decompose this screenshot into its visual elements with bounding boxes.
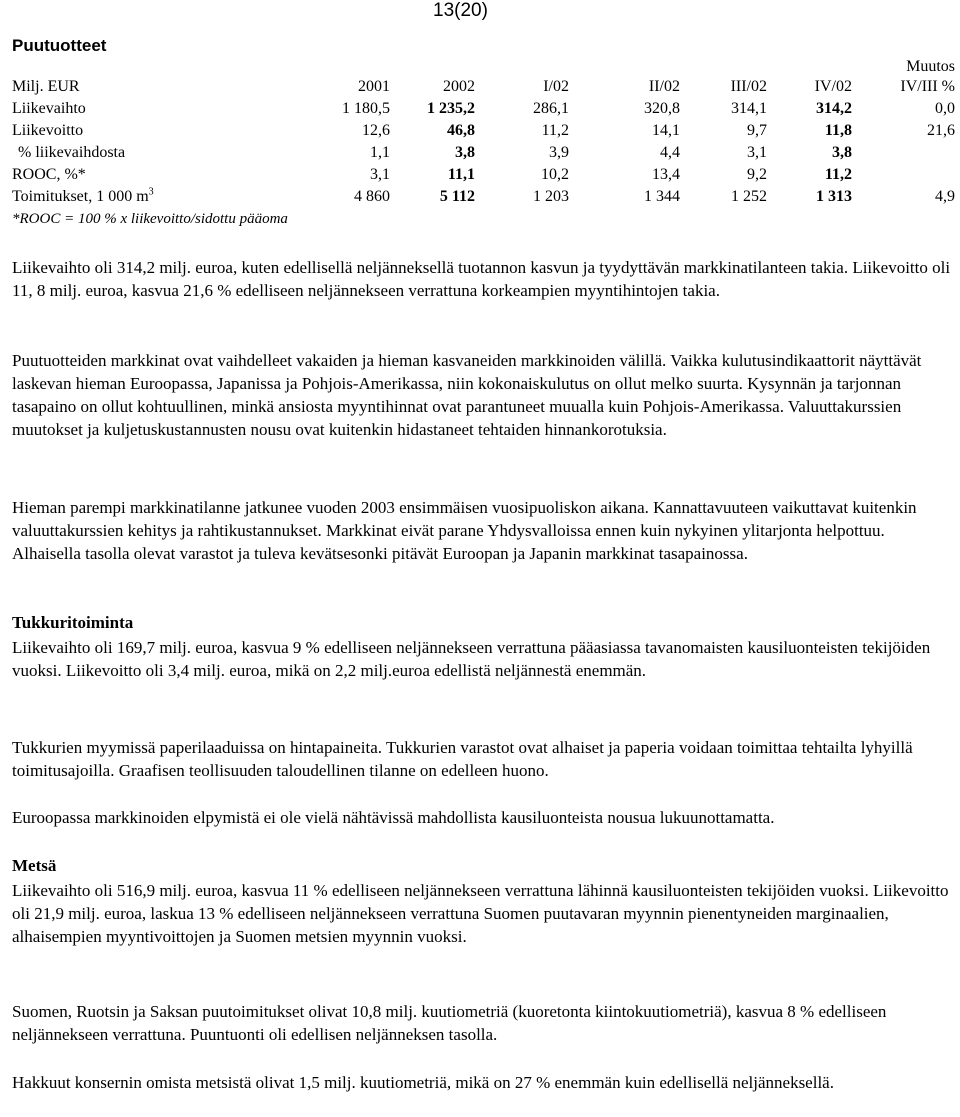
cell-2001: 1 180,5 xyxy=(342,100,390,117)
cell-q4: 11,2 xyxy=(824,166,852,183)
paragraph-metsa-harvest: Hakkuut konsernin omista metsistä olivat 1,5 milj. kuutiometriä, mikä on 27 % enemmän kuin edellisellä neljänneksellä. xyxy=(12,1073,834,1092)
cell-q3: 314,1 xyxy=(731,100,767,117)
header-change-line2: IV/III % xyxy=(900,78,955,95)
cell-q2: 1 344 xyxy=(644,188,680,205)
cell-q2: 4,4 xyxy=(660,144,680,161)
header-q2: II/02 xyxy=(648,78,680,95)
cell-q1: 1 203 xyxy=(533,188,569,205)
cell-q3: 9,2 xyxy=(747,166,767,183)
cell-change: 0,0 xyxy=(935,100,955,117)
cell-2002: 46,8 xyxy=(447,122,475,139)
cell-2001: 4 860 xyxy=(354,188,390,205)
table-row xyxy=(12,188,957,210)
cell-change: 21,6 xyxy=(927,122,955,139)
header-label: Milj. EUR xyxy=(12,78,80,95)
row-label xyxy=(12,188,154,206)
paragraph-markets: Puutuotteiden markkinat ovat vaihdelleet vakaiden ja hieman kasvaneiden markkinoiden välillä. Vaikka kulutusindikaattorit näyttävät laskevan hieman Euroopassa, Japanissa ja Pohjois-Amerikassa, niin kokonaiskulutus on ollut melko suurta. Kysynnän ja tarjonnan tasapaino on ollut kohtuullinen, minkä ansiosta myyntihinnat ovat parantuneet muualla kuin Pohjois-Amerikassa. Valuuttakurssien muutokset ja kuljetuskustannusten nousu ovat kuitenkin hidastaneet tehtaiden hinnankorotuksia. xyxy=(12,351,922,439)
table-row xyxy=(12,166,957,188)
cell-q4: 3,8 xyxy=(832,144,852,161)
cell-change: 4,9 xyxy=(935,188,955,205)
table-row xyxy=(12,100,957,122)
heading-metsa: Metsä xyxy=(12,856,57,875)
row-label: ROOC, %* xyxy=(12,166,86,183)
table-footnote: *ROOC = 100 % x liikevoitto/sidottu pääoma xyxy=(12,211,288,227)
paragraph-results: Liikevaihto oli 314,2 milj. euroa, kuten edellisellä neljänneksellä tuotannon kasvun ja tyydyttävän markkinatilanteen takia. Liikevoitto oli 11, 8 milj. euroa, kasvua 21,6 % edelliseen neljännekseen verrattuna korkeampien myyntihintojen takia. xyxy=(12,258,951,300)
cell-q1: 3,9 xyxy=(549,144,569,161)
row-label: % liikevaihdosta xyxy=(18,144,126,161)
header-2002: 2002 xyxy=(443,78,475,95)
cell-q2: 320,8 xyxy=(644,100,680,117)
header-q1: I/02 xyxy=(543,78,569,95)
cell-q1: 11,2 xyxy=(541,122,569,139)
cell-q3: 1 252 xyxy=(731,188,767,205)
table-row xyxy=(12,122,957,144)
cell-2001: 1,1 xyxy=(370,144,390,161)
paragraph-tukku-europe: Euroopassa markkinoiden elpymistä ei ole vielä nähtävissä mahdollista kausiluonteista nousua lukuunottamatta. xyxy=(12,808,775,827)
header-change-line1: Muutos xyxy=(906,58,955,75)
paragraph-tukku-results: Liikevaihto oli 169,7 milj. euroa, kasvua 9 % edelliseen neljännekseen verrattuna pääasiassa tavanomaisten kausiluonteisten tekijöiden vuoksi. Liikevoitto oli 3,4 milj. euroa, mikä on 2,2 milj.euroa edellistä neljännestä enemmän. xyxy=(12,638,931,680)
header-q4: IV/02 xyxy=(814,78,852,95)
cell-2002: 1 235,2 xyxy=(427,100,475,117)
cell-2002: 3,8 xyxy=(455,144,475,161)
paragraph-metsa-results: Liikevaihto oli 516,9 milj. euroa, kasvua 11 % edelliseen neljännekseen verrattuna lähinnä kausiluonteisten tekijöiden vuoksi. Liikevoitto oli 21,9 milj. euroa, laskua 13 % edelliseen neljännekseen verrattuna Suomen puutavaran myynnin pienentyneiden marginaalien, alhaisempien myyntivoittojen ja Suomen metsien myynnin vuoksi. xyxy=(12,881,949,946)
page-number: 13(20) xyxy=(433,0,488,21)
cell-q4: 1 313 xyxy=(816,188,852,205)
cell-q3: 9,7 xyxy=(747,122,767,139)
table-header-row xyxy=(12,58,957,100)
header-2001: 2001 xyxy=(358,78,390,95)
cell-q1: 10,2 xyxy=(541,166,569,183)
row-label-text: Toimitukset, 1 000 m xyxy=(12,188,149,205)
row-label-superscript: 3 xyxy=(148,186,154,198)
paragraph-outlook: Hieman parempi markkinatilanne jatkunee vuoden 2003 ensimmäisen vuosipuoliskon aikana. Kannattavuuteen vaikuttavat kuitenkin valuuttakurssien kehitys ja rahtikustannukset. Markkinat eivät parane Yhdysvalloissa ennen kuin nykyinen ylitarjonta helpottuu. Alhaisella tasolla olevat varastot ja tuleva kevätsesonki pitävät Euroopan ja Japanin markkinat tasapainossa. xyxy=(12,498,917,563)
financial-table xyxy=(12,58,957,210)
row-label: Liikevoitto xyxy=(12,122,84,139)
cell-q2: 14,1 xyxy=(652,122,680,139)
paragraph-metsa-deliveries: Suomen, Ruotsin ja Saksan puutoimitukset olivat 10,8 milj. kuutiometriä (kuoretonta kiintokuutiometriä), kasvua 8 % edelliseen neljännekseen verrattuna. Puuntuonti oli edellisen neljänneksen tasolla. xyxy=(12,1002,887,1044)
row-label: Liikevaihto xyxy=(12,100,86,117)
header-q3: III/02 xyxy=(730,78,767,95)
paragraph-tukku-prices: Tukkurien myymissä paperilaaduissa on hintapaineita. Tukkurien varastot ovat alhaiset ja paperia voidaan toimittaa tehtailta lyhyillä toimitusajoilla. Graafisen teollisuuden taloudellinen tilanne on edelleen huono. xyxy=(12,738,913,780)
cell-q3: 3,1 xyxy=(747,144,767,161)
cell-q2: 13,4 xyxy=(652,166,680,183)
cell-2002: 11,1 xyxy=(447,166,475,183)
section-title: Puutuotteet xyxy=(12,36,107,55)
cell-q4: 314,2 xyxy=(816,100,852,117)
table-row xyxy=(12,144,957,166)
cell-q4: 11,8 xyxy=(824,122,852,139)
cell-2001: 12,6 xyxy=(362,122,390,139)
cell-2002: 5 112 xyxy=(439,188,475,205)
cell-q1: 286,1 xyxy=(533,100,569,117)
heading-tukkuritoiminta: Tukkuritoiminta xyxy=(12,613,134,632)
cell-2001: 3,1 xyxy=(370,166,390,183)
